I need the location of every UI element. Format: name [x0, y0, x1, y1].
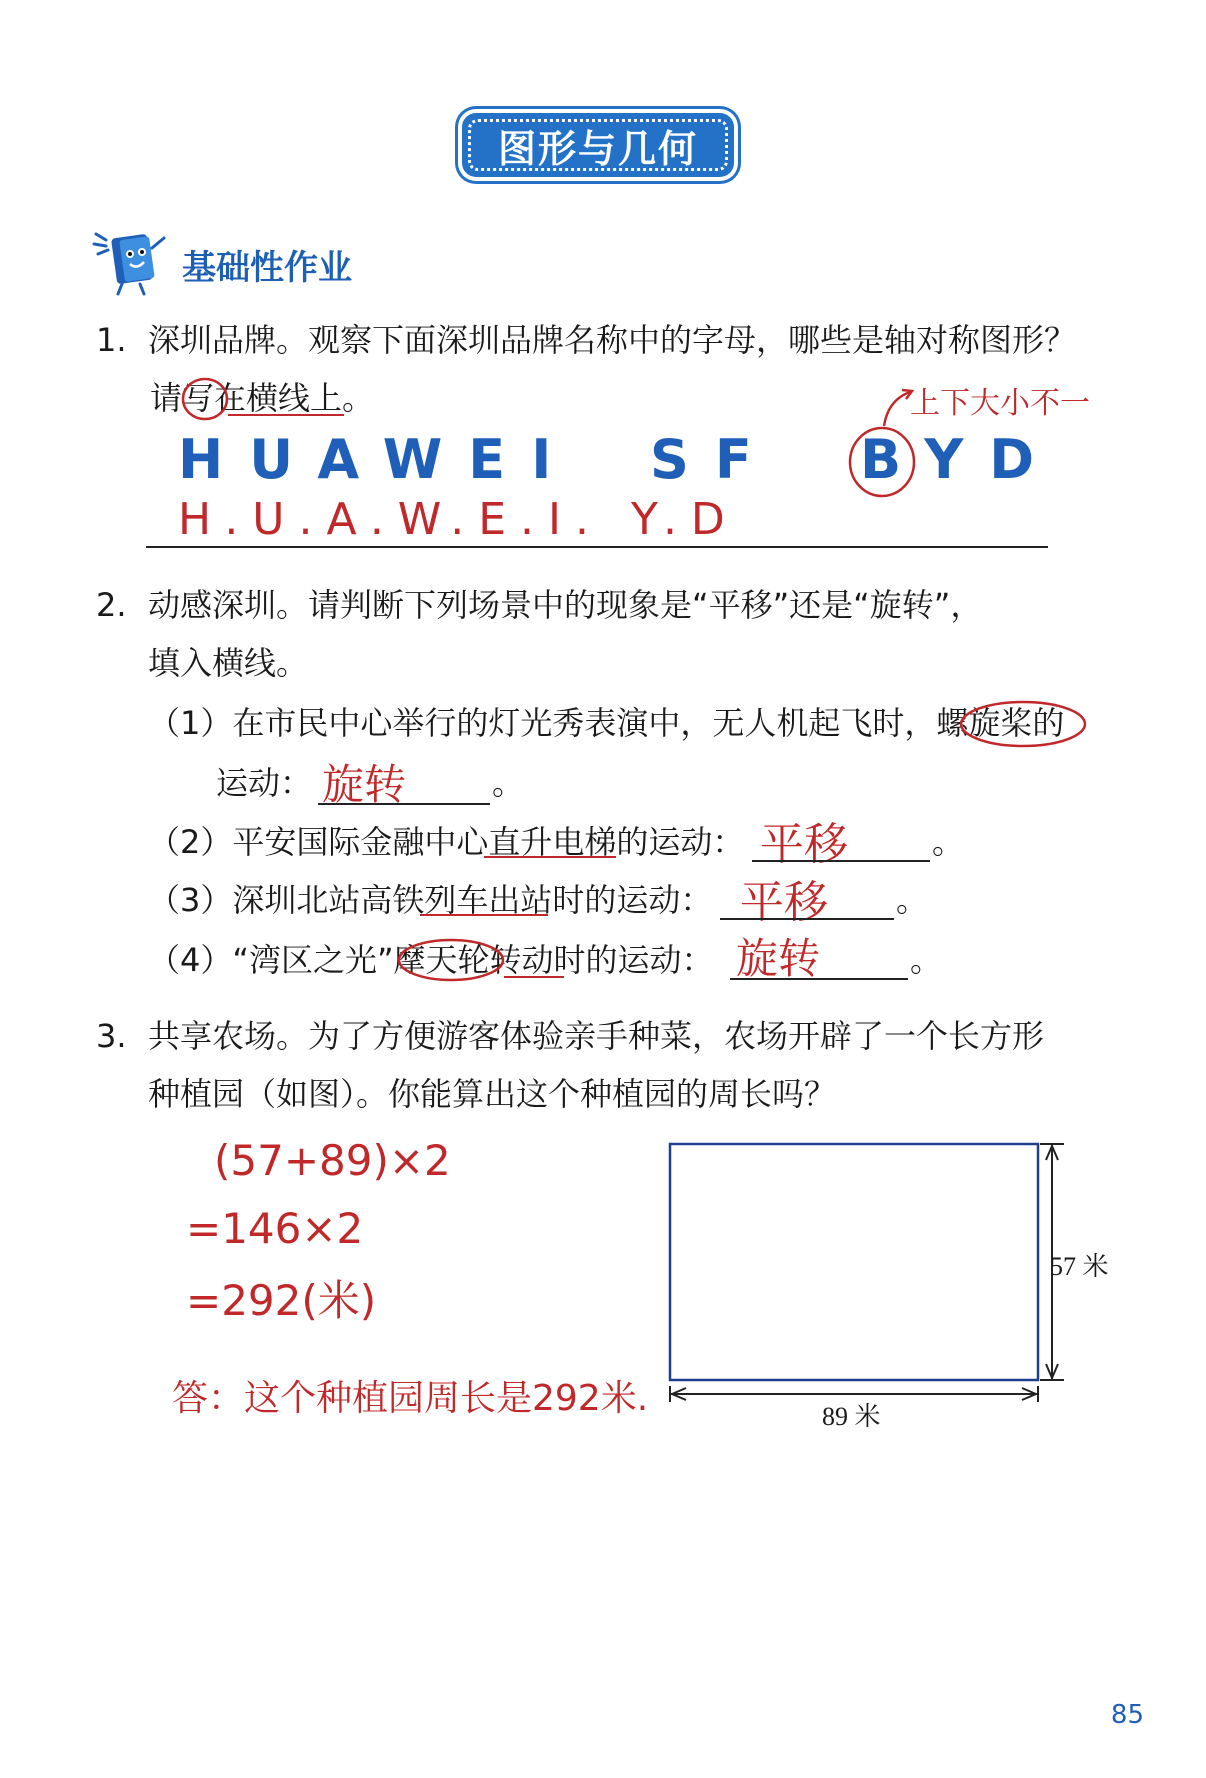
q2-item4-tail: 。 [910, 941, 943, 979]
section-title: 基础性作业 [182, 248, 352, 288]
q2-item3-line [720, 918, 894, 920]
q2-item4-text: （4）“湾区之光”摩天轮转动时的运动： [148, 941, 714, 979]
circle-mark-b [846, 424, 918, 500]
q3-text-line2: 种植园（如图）。你能算出这个种植园的周长吗？ [148, 1075, 837, 1113]
page-number: 85 [1110, 1700, 1144, 1730]
q1-text-line1: 深圳品牌。观察下面深圳品牌名称中的字母，哪些是轴对称图形？ [148, 321, 1077, 359]
q1-number: 1. [96, 321, 127, 359]
q2-item1-line1: （1）在市民中心举行的灯光秀表演中，无人机起飞时，螺旋桨的 [148, 704, 1065, 742]
q2-item4-answer: 旋转 [736, 934, 821, 983]
q2-item2-answer: 平移 [760, 819, 848, 870]
q3-work-line2: =146×2 [186, 1204, 364, 1253]
circle-mark-propeller [958, 698, 1088, 750]
height-label: 57 米 [1050, 1252, 1109, 1281]
q2-item2-tail: 。 [932, 823, 965, 861]
q3-number: 3. [96, 1017, 127, 1055]
q2-item1-answer: 旋转 [322, 760, 407, 809]
rectangle-figure [660, 1130, 1100, 1420]
q1-handwritten-answer: H.U.A.W.E.I. Y.D [178, 494, 739, 545]
q2-item1-line2: 运动： [216, 764, 313, 802]
brand-huawei: HUAWEI [178, 428, 578, 491]
q2-item3-tail: 。 [896, 881, 929, 919]
q2-item1-line [318, 803, 490, 805]
q2-number: 2. [96, 586, 127, 624]
chapter-title: 图形与几何 [497, 126, 698, 171]
brand-byd: BYD [860, 428, 1061, 491]
underline-mark [504, 976, 564, 978]
underline-mark [484, 856, 616, 858]
q2-item4-line [730, 978, 908, 980]
q1-answer-line [146, 546, 1048, 548]
circle-mark-ferris [396, 936, 506, 984]
q2-item3-answer: 平移 [740, 877, 828, 928]
underline-mark [228, 414, 344, 416]
brand-sf: SF [650, 428, 778, 491]
underline-mark [420, 914, 548, 916]
q3-work-line1: (57+89)×2 [214, 1136, 451, 1185]
q2-item2-text: （2）平安国际金融中心直升电梯的运动： [148, 823, 745, 861]
q3-text-line1: 共享农场。为了方便游客体验亲手种菜，农场开辟了一个长方形 [148, 1017, 1045, 1055]
circle-mark-xie [180, 374, 230, 424]
q2-text-line1: 动感深圳。请判断下列场景中的现象是“平移”还是“旋转”， [148, 586, 983, 624]
q3-answer: 答：这个种植园周长是292米. [172, 1378, 649, 1419]
width-label: 89 米 [822, 1402, 881, 1431]
chapter-badge [462, 113, 734, 177]
q2-item2-line [752, 860, 930, 862]
q2-item3-text: （3）深圳北站高铁列车出站时的运动： [148, 881, 713, 919]
q1-text-line2: 请写在横线上。 [150, 379, 375, 417]
q2-text-line2: 填入横线。 [148, 644, 309, 682]
q1-handwritten-note: 上下大小不一 [910, 386, 1090, 421]
q2-item1-tail: 。 [492, 764, 525, 802]
q3-work-line3: =292(米) [186, 1276, 377, 1325]
book-mascot-icon [92, 228, 174, 298]
